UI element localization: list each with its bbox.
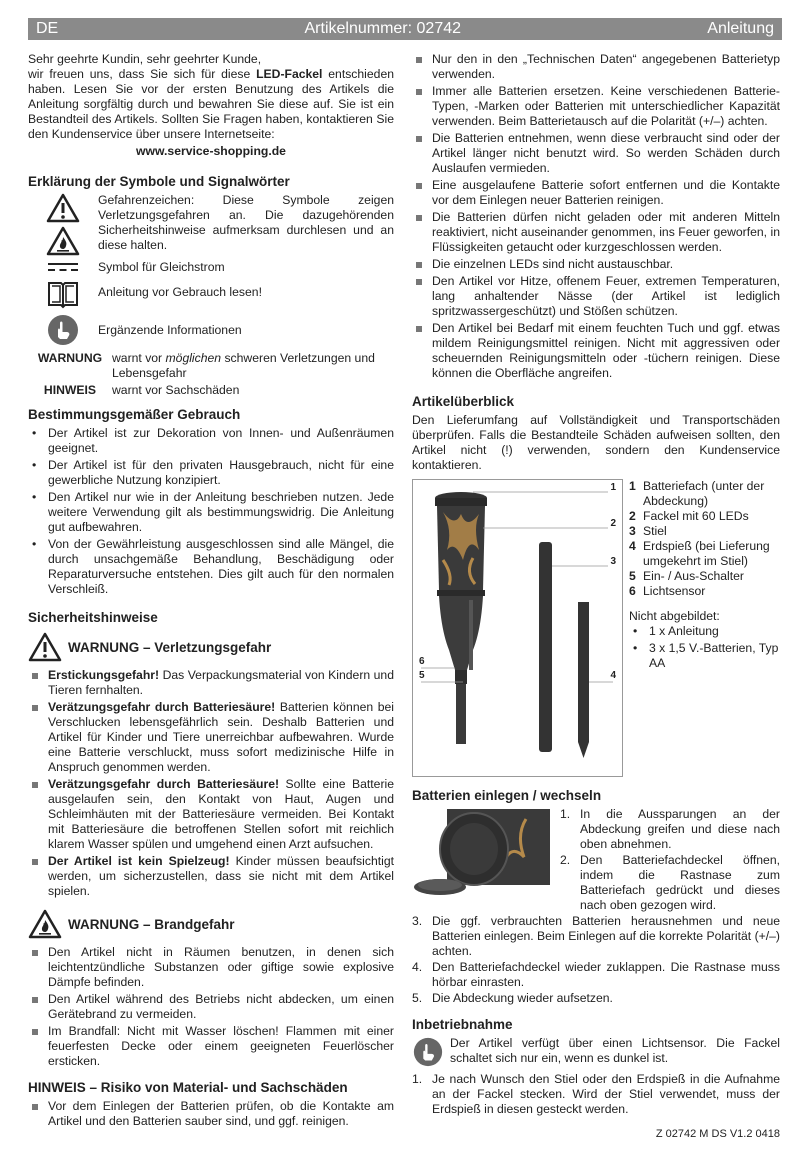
right-column (412, 52, 780, 1118)
battery-compartment-illustration-icon (412, 807, 552, 897)
list-item: Vor dem Einlegen der Batterien prüfen, ob die Kontakte am Artikel und den Batterien sauber sind, und ggf. reinigen. (28, 1099, 394, 1129)
callout-6: 6 (419, 656, 425, 667)
overview-text: Den Lieferumfang auf Vollständigkeit und Transportschäden überprüfen. Falls die Bestandteile Schäden aufweisen sollten, den Artikel nicht (!) verwenden, sondern den Kundenservice kontaktieren. (412, 413, 780, 472)
document-type: Anleitung (707, 20, 774, 37)
list-item: • Von der Gewährleistung ausgeschlossen sind alle Mängel, die durch unsachgemäße Behandlung, Beschädigung oder Reparaturversuche entstehen. Dies gilt auch für den normalen Verschleiß. (28, 537, 394, 597)
list-item: 2 Fackel mit 60 LEDs (629, 509, 749, 523)
list-item: 5 Ein- / Aus-Schalter (629, 569, 744, 583)
list-item: • Der Artikel ist zur Dekoration von Innen- und Außenräumen geeignet. (28, 426, 394, 456)
not-shown-label: Nicht abgebildet: (629, 609, 720, 623)
manual-symbol-text: Anleitung vor Gebrauch lesen! (98, 285, 262, 299)
battery-steps-list-b (412, 914, 780, 1006)
injury-warning-heading: WARNUNG – Verletzungsgefahr (28, 632, 394, 662)
callout-4: 4 (610, 670, 616, 681)
fire-hazard-icon (28, 909, 62, 939)
warning-triangle-icon (46, 193, 80, 223)
list-item: Verätzungsgefahr durch Batteriesäure! Sollte eine Batterie ausgelaufen sein, den Kontakt von Haut, Augen und Schleimhäuten mit der Batteriesäure vermeiden. Bei Kontakt mit Batteriesäure die betroffenen Stellen sofort mit reichlich klarem Wasser spülen und umgehend einen Arzt aufsuchen. (28, 777, 394, 852)
torch-illustration-icon (413, 480, 622, 776)
overview-block (412, 479, 780, 777)
symbol-info-row (28, 313, 394, 347)
direct-current-icon (46, 260, 80, 274)
list-item: • 1 x Anleitung (629, 624, 780, 639)
battery-steps-list-a (560, 807, 780, 914)
callout-5: 5 (419, 670, 425, 681)
list-item: Den Artikel vor Hitze, offenem Feuer, extremen Temperaturen, lang anhaltender Nässe (der Artikel ist lediglich spritzwassergeschützt) und Stößen schützen. (412, 274, 780, 319)
list-item: Eine ausgelaufene Batterie sofort entfernen und die Kontakte vor dem Einlegen neuer Batterien reinigen. (412, 178, 780, 208)
symbol-dc-row (28, 260, 394, 275)
startup-info (412, 1036, 780, 1068)
intro-paragraph: wir freuen uns, dass Sie sich für diese LED-Fackel entschieden haben. Lesen Sie vor der ersten Benutzung des Artikels die Anleitung sorgfältig durch und bewahren Sie diese auf. Sie ist ein Bestandteil des Artikels. Sollten Sie Fragen haben, kontaktieren Sie den Kundenservice über unsere Internetseite: (28, 67, 394, 141)
list-item: Verätzungsgefahr durch Batteriesäure! Batterien können bei Verschlucken lebensgefährlich sein. Deshalb Batterien und Artikel für Kinder und Tiere unerreichbar aufbewahren. Wurde eine Batterie verschluckt, muss sofort medizinische Hilfe in Anspruch genommen werden. (28, 700, 394, 775)
warning-label-row (28, 351, 394, 381)
list-item: 2. Den Batteriefachdeckel öffnen, indem die Rastnase zum Batteriefach gedrückt und dieses nach oben gezogen wird. (560, 853, 780, 912)
info-symbol-text: Ergänzende Informationen (98, 323, 242, 337)
list-item: • Der Artikel ist für den privaten Hausgebrauch, nicht für eine gewerbliche Nutzung konzipiert. (28, 458, 394, 488)
language-code: DE (36, 20, 59, 37)
material-damage-heading: HINWEIS – Risiko von Material- und Sachschäden (28, 1080, 348, 1095)
startup-info-text: Der Artikel verfügt über einen Lichtsensor. Die Fackel schaltet sich nur ein, wenn es dunkel ist. (450, 1036, 780, 1065)
list-item: Die einzelnen LEDs sind nicht austauschbar. (412, 257, 780, 272)
parts-list (623, 479, 780, 777)
list-item: 4 Erdspieß (bei Lieferung umgekehrt im Stiel) (629, 539, 770, 568)
intended-use-list (28, 426, 394, 597)
list-item: Den Artikel während des Betriebs nicht abdecken, um einen Gerätebrand zu vermeiden. (28, 992, 394, 1022)
extras-list (629, 624, 780, 671)
page-header (28, 18, 782, 40)
list-item: • Den Artikel nur wie in der Anleitung beschrieben nutzen. Jede weitere Verwendung gilt als bestimmungswidrig. Die Anleitung gut aufbewahren. (28, 490, 394, 535)
warning-label: WARNUNG (37, 351, 103, 365)
list-item: 5. Die Abdeckung wieder aufsetzen. (412, 991, 613, 1005)
callout-2: 2 (610, 518, 616, 529)
list-item: Den Artikel nicht in Räumen benutzen, in denen sich leichtentzündliche Substanzen oder giftige sowie explosive Dämpfe befinden. (28, 945, 394, 990)
injury-warning-list (28, 668, 394, 899)
list-item: Im Brandfall: Nicht mit Wasser löschen! Flammen mit einer feuerfesten Decke oder einem geeigneten Feuerlöscher ersticken. (28, 1024, 394, 1069)
startup-steps (412, 1072, 780, 1117)
product-illustration (412, 479, 623, 777)
list-item: • 3 x 1,5 V.-Batterien, Typ AA (629, 641, 780, 671)
battery-safety-list (412, 52, 780, 381)
list-item: 3. Die ggf. verbrauchten Batterien herausnehmen und neue Batterien einlegen. Beim Einlegen auf die korrekte Polarität (+/–) achten. (412, 914, 780, 958)
note-label-row (28, 383, 394, 398)
overview-heading: Artikelüberblick (412, 394, 515, 409)
info-hand-icon (46, 313, 80, 347)
left-column (28, 52, 394, 1131)
list-item: 6 Lichtsensor (629, 584, 706, 598)
material-damage-list (28, 1099, 394, 1129)
list-item: Die Batterien entnehmen, wenn diese verbraucht sind oder der Artikel länger nicht benutzt wird. So werden Schäden durch Auslaufen vermieden. (412, 131, 780, 176)
list-item: Erstickungsgefahr! Das Verpackungsmaterial von Kindern und Tieren fernhalten. (28, 668, 394, 698)
fire-warning-heading: WARNUNG – Brandgefahr (28, 909, 394, 939)
list-item: 3 Stiel (629, 524, 667, 538)
safety-heading: Sicherheitshinweise (28, 610, 158, 625)
list-item: 1 Batteriefach (unter der Abdeckung) (629, 479, 765, 508)
list-item: Nur den in den „Technischen Daten“ angegebenen Batterietyp verwenden. (412, 52, 780, 82)
dc-symbol-text: Symbol für Gleichstrom (98, 260, 225, 274)
intended-use-heading: Bestimmungsgemäßer Gebrauch (28, 407, 241, 422)
list-item: Den Artikel bei Bedarf mit einem feuchten Tuch und ggf. etwas mildem Reinigungsmittel reinigen. Nicht mit aggressiven oder scheuernden Reinigungsmitteln oder -tüchern reinigen. Diese können die Oberfläche angreifen. (412, 321, 780, 381)
note-label: HINWEIS (43, 383, 97, 397)
list-item: Der Artikel ist kein Spielzeug! Kinder müssen beaufsichtigt werden, um sicherzustellen, dass sie nicht mit dem Artikel spielen. (28, 854, 394, 899)
article-number: Artikelnummer: 02742 (304, 20, 462, 37)
list-item: Die Batterien dürfen nicht geladen oder mit anderen Mitteln reaktiviert, nicht auseinander genommen, ins Feuer geworfen, in Flüssigkeiten getaucht oder kurzgeschlossen werden. (412, 210, 780, 255)
info-hand-icon (412, 1036, 444, 1068)
warning-triangle-icon (28, 632, 62, 662)
warning-description: warnt vor möglichen schweren Verletzungen und Lebensgefahr (112, 351, 375, 380)
greeting: Sehr geehrte Kundin, sehr geehrter Kunde, (28, 52, 262, 66)
list-item: Immer alle Batterien ersetzen. Keine verschiedenen Batterie-Typen, -Marken oder Batterien mit unterschiedlicher Kapazität verwenden. Beim Batterietausch auf die Polarität (+/–) achten. (412, 84, 780, 129)
batteries-heading: Batterien einlegen / wechseln (412, 788, 602, 803)
fire-hazard-icon (46, 226, 80, 256)
note-description: warnt vor Sachschäden (112, 383, 240, 397)
fire-warning-list (28, 945, 394, 1069)
service-url[interactable]: www.service-shopping.de (136, 144, 286, 158)
symbols-heading: Erklärung der Symbole und Signalwörter (28, 174, 290, 189)
danger-symbol-text: Gefahrenzeichen: Diese Symbole zeigen Verletzungsgefahren an. Die dazugehörenden Sicherheitshinweise aufmerksam durchlesen und an diese halten. (98, 193, 394, 252)
startup-heading: Inbetriebnahme (412, 1017, 513, 1032)
read-manual-icon (46, 279, 80, 309)
symbol-danger-row (28, 193, 394, 256)
callout-3: 3 (610, 556, 616, 567)
symbol-manual-row (28, 279, 394, 309)
battery-steps-top (412, 807, 780, 914)
callout-1: 1 (610, 482, 616, 493)
document-code: Z 02742 M DS V1.2 0418 (655, 1128, 780, 1140)
list-item: 4. Den Batteriefachdeckel wieder zuklappen. Die Rastnase muss hörbar einrasten. (412, 960, 780, 989)
list-item: 1. Je nach Wunsch den Stiel oder den Erdspieß in die Aufnahme an der Fackel stecken. Wird der Stiel verwendet, muss der Erdspieß in diesen gesteckt werden. (412, 1072, 780, 1116)
list-item: 1. In die Aussparungen an der Abdeckung greifen und diese nach oben abnehmen. (560, 807, 780, 851)
